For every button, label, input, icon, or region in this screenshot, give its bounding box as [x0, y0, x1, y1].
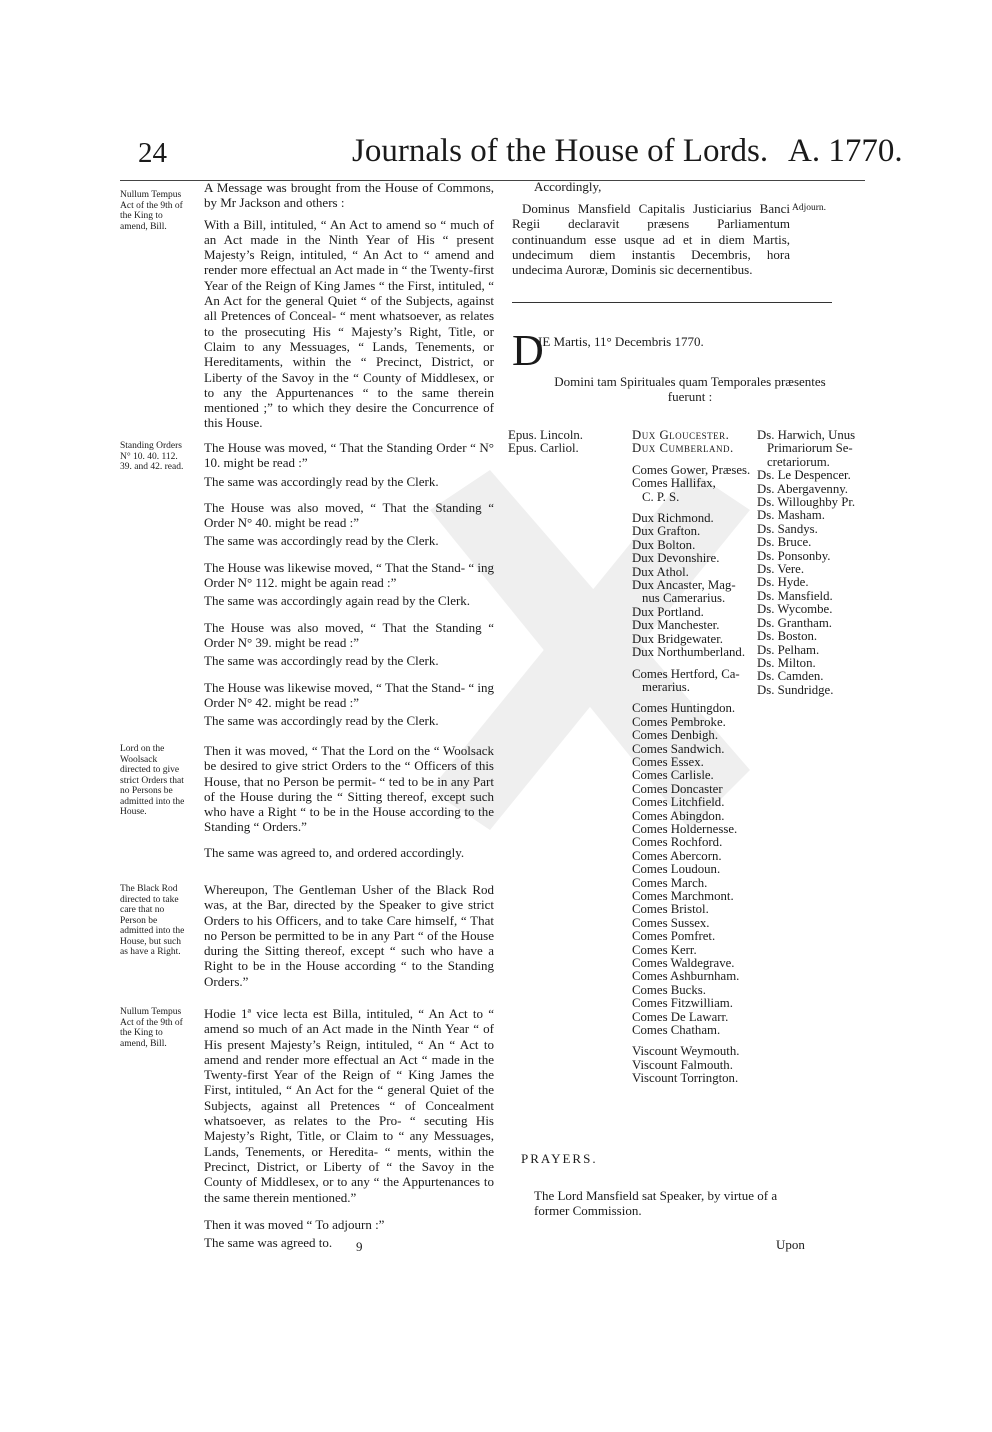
margin-note: Standing Orders N° 10. 40. 112. 39. and 42. read. [120, 441, 184, 472]
lord-entry: Comes Gower, Præses. [632, 462, 751, 477]
lord-entry: Comes Bucks. [632, 982, 706, 997]
lord-entry: nus Camerarius. [642, 591, 726, 606]
standing-order-motion: The House was likewise moved, “ That the Stand- “ ing Order N° 42. might be read :” [204, 679, 494, 710]
dominus-paragraph: Dominus Mansfield Capitalis Justiciarius Banci Regii declaravit præsens Parliamentum continuandum esse usque ad et in diem Martis, undecimum diem instantis Decembris, hora undecima Auroræ, Dominis sic decernentibus. [512, 201, 790, 278]
agreed-line: The same was agreed to, and ordered accordingly. [204, 844, 465, 860]
lord-entry: Comes Fitzwilliam. [632, 996, 733, 1011]
lord-entry: Comes Bristol. [632, 902, 709, 917]
prayers-heading: PRAYERS. [521, 1151, 598, 1166]
lord-entry: Comes Essex. [632, 754, 704, 769]
lord-entry: Comes Marchmont. [632, 889, 734, 903]
lord-entry: Ds. Harwich, Unus [757, 428, 856, 442]
lord-entry: Ds. Grantham. [757, 615, 832, 630]
adjourn-agreed: The same was agreed to. [204, 1235, 333, 1251]
lord-entry: Viscount Weymouth. [632, 1044, 740, 1059]
present-heading: Domini tam Spirituales quam Temporales præsentes fuerunt : [554, 374, 826, 405]
margin-note: Nullum Tempus Act of the 9th of the King to amend, Bill. [120, 1007, 183, 1049]
page-number: 24 [138, 137, 167, 169]
standing-order-read: The same was accordingly read by the Clerk. [204, 713, 439, 729]
peers-column [632, 429, 750, 1086]
lord-entry: Ds. Pelham. [757, 642, 820, 657]
lord-entry: Comes Abercorn. [632, 848, 722, 863]
standing-orders-section [204, 440, 494, 728]
lord-entry: Epus. Carliol. [508, 441, 579, 456]
section-rule [512, 302, 832, 303]
lord-entry: Comes Sandwich. [632, 741, 725, 756]
lord-entry: Comes Waldegrave. [632, 956, 735, 971]
lord-entry: Comes Loudoun. [632, 862, 721, 877]
page-title: Journals of the House of Lords. [352, 133, 769, 169]
lord-entry: Ds. Vere. [757, 562, 805, 577]
page-year: A. 1770. [788, 133, 903, 169]
lord-entry: Dux Portland. [632, 604, 704, 619]
lord-entry: Dux Northumberland. [632, 645, 746, 660]
lord-entry: Comes Abingdon. [632, 808, 725, 823]
lord-entry: Comes Sussex. [632, 915, 710, 930]
lord-entry: Ds. Mansfield. [757, 588, 833, 603]
lord-entry: Comes Holdernesse. [632, 821, 738, 836]
standing-order-motion: The House was likewise moved, “ That the Stand- “ ing Order N° 112. might be again read :” [204, 559, 494, 591]
woolsack-section [204, 743, 494, 860]
left-column [204, 180, 494, 431]
lord-entry: Ds. Boston. [757, 629, 818, 644]
hodie-paragraph [204, 1006, 494, 1250]
sitting-date: IE Martis, 11° Decembris 1770. [538, 334, 704, 349]
lord-entry: Ds. Sandys. [757, 521, 818, 536]
woolsack-motion: Then it was moved, “ That the Lord on the “ Woolsack be desired to give strict Orders to the “ Officers of this House, that no Person be permit- “ ted to be in any Part of the House during the “ Sitting thereof, except such who have a Right “ to be in the House according to the Standing “ Orders.” [204, 743, 494, 835]
lord-entry: Comes Hertford, Ca- [632, 666, 740, 681]
lord-entry: Ds. Bruce. [757, 535, 812, 550]
lord-entry: cretariorum. [767, 454, 830, 469]
lord-entry: Comes March. [632, 875, 708, 890]
lord-entry: Dux Grafton. [632, 524, 701, 539]
lord-entry: Comes Huntingdon. [632, 701, 736, 716]
lord-entry: Ds. Masham. [757, 508, 825, 523]
lord-entry: Ds. Hyde. [757, 575, 809, 590]
catchword: Upon [776, 1237, 805, 1252]
lord-entry: Comes Pembroke. [632, 714, 726, 729]
lord-entry: Viscount Falmouth. [632, 1057, 733, 1072]
drop-cap: D [512, 326, 544, 375]
lord-entry: Dux Manchester. [632, 618, 720, 633]
speaker-paragraph: The Lord Mansfield sat Speaker, by virtue of a former Commission. [534, 1188, 778, 1219]
standing-order-read: The same was accordingly read by the Clerk. [204, 533, 439, 549]
lord-entry: Ds. Abergavenny. [757, 481, 848, 496]
signature-mark: 9 [356, 1239, 363, 1254]
lord-entry: Comes Pomfret. [632, 929, 716, 944]
lord-entry: Comes Hallifax, [632, 476, 716, 491]
margin-note: The Black Rod directed to take care that no Person be admitted into the House, but such as have a Right. [120, 884, 185, 957]
adjourn-margin-note: Adjourn. [792, 203, 827, 213]
bill-paragraph: With a Bill, intituled, “ An Act to amend so “ much of an Act made in the Ninth Year of His “ present Majesty’s Reign, intituled, “ An Act to “ amend and render more effectual an Act made in “ the Twenty-first Year of the Reign of King James “ the First, intituled, “ An Act for the general Quiet “ of the Subjects, against all Pretences of Conceal- “ ment whatsoever, as relates to the prosecuting His “ Majesty’s Right, Title, or Claim to any Messuages, “ Lands, Tenements, or Hereditaments, within the “ Precinct, District, or Liberty of the Savoy in the “ County of Middlesex, or to any the Appurtenances “ to the same therein mentioned ;” to which they desire the Concurrence of this House. [204, 216, 494, 431]
lord-entry: Comes Doncaster [632, 781, 723, 796]
lord-entry: Ds. Sundridge. [757, 682, 834, 697]
lord-entry: Comes Kerr. [632, 942, 697, 957]
lord-entry: Dux Devonshire. [632, 551, 720, 566]
lord-entry: Comes Denbigh. [632, 728, 719, 743]
margin-note: Lord on the Woolsack directed to give strict Orders that no Persons be admitted into the House. [120, 744, 185, 817]
lord-entry: Comes Rochford. [632, 835, 723, 850]
standing-order-motion: The House was also moved, “ That the Standing “ Order N° 39. might be read :” [204, 619, 494, 650]
standing-order-motion: The House was moved, “ That the Standing Order “ N° 10. might be read :” [204, 440, 494, 471]
margin-note: Nullum Tempus Act of the 9th of the King to amend, Bill. [120, 190, 183, 232]
black-rod-text: Whereupon, The Gentleman Usher of the Black Rod was, at the Bar, directed by the Speaker to give strict Orders to his Officers, and to take Care himself, “ That no Person be permitted to be in any Part “ of the House during the Sitting thereof, except “ such who have a Right to be in the House according “ to the Standing Orders.” [204, 882, 494, 989]
lord-entry: Ds. Camden. [757, 669, 824, 684]
lord-entry: Ds. Willoughby Pr. [757, 495, 856, 510]
lord-entry: Ds. Milton. [757, 655, 816, 670]
lord-entry: Comes Ashburnham. [632, 969, 740, 984]
lord-entry: Dux Bridgewater. [632, 631, 723, 646]
standing-order-motion: The House was also moved, “ That the Standing “ Order N° 40. might be read :” [204, 499, 494, 531]
lord-entry: Dux Gloucester. [632, 428, 730, 442]
standing-order-read: The same was accordingly read by the Clerk. [204, 473, 439, 489]
lord-entry: Primariorum Se- [767, 441, 853, 456]
hodie-text: Hodie 1ª vice lecta est Billa, intituled, “ An Act to “ amend so much of an Act made in the Ninth Year “ of His present Majesty’s Reign, intituled, “ An “ Act to amend and render more effectual an Act “ made in the Twenty-first Year of the Reign of “ King James the First, intituled, “ An Act for the “ general Quiet of the Subjects, against all Pretences “ of Concealment whatsoever, as relates to the Pro- “ secuting His Majesty’s Right, Title, or Claim to “ any Messuages, Lands, Tenements, or Heredita- “ ments, within the Precinct, District, or Liberty of “ the Savoy in the County of Middlesex, or to any “ the Appurtenances to the same therein mentioned.” [204, 1006, 494, 1205]
bishops-column [508, 429, 583, 456]
accordingly-line: Accordingly, [534, 179, 602, 194]
lord-entry: Epus. Lincoln. [508, 428, 583, 442]
barons-column [757, 429, 855, 697]
lord-entry: Dux Cumberland. [632, 441, 734, 456]
adjourn-motion: Then it was moved “ To adjourn :” [204, 1216, 385, 1232]
lord-entry: Viscount Torrington. [632, 1071, 739, 1086]
lord-entry: Dux Athol. [632, 564, 689, 579]
message-paragraph: A Message was brought from the House of Commons, by Mr Jackson and others : [204, 180, 494, 211]
lord-entry: merarius. [642, 679, 690, 694]
lord-entry: Comes De Lawarr. [632, 1009, 729, 1024]
lord-entry: Ds. Ponsonby. [757, 548, 831, 563]
lord-entry: Dux Richmond. [632, 511, 714, 526]
black-rod-paragraph [204, 882, 494, 989]
lord-entry: Comes Carlisle. [632, 768, 714, 783]
lord-entry: Dux Ancaster, Mag- [632, 578, 736, 593]
lord-entry: Ds. Wycombe. [757, 602, 833, 617]
lord-entry: Ds. Le Despencer. [757, 468, 851, 483]
lord-entry: Comes Litchfield. [632, 795, 725, 810]
standing-order-read: The same was accordingly again read by the Clerk. [204, 593, 471, 609]
lord-entry: C. P. S. [642, 489, 680, 504]
standing-order-read: The same was accordingly read by the Clerk. [204, 653, 439, 669]
lord-entry: Comes Chatham. [632, 1023, 721, 1038]
lord-entry: Dux Bolton. [632, 537, 696, 552]
